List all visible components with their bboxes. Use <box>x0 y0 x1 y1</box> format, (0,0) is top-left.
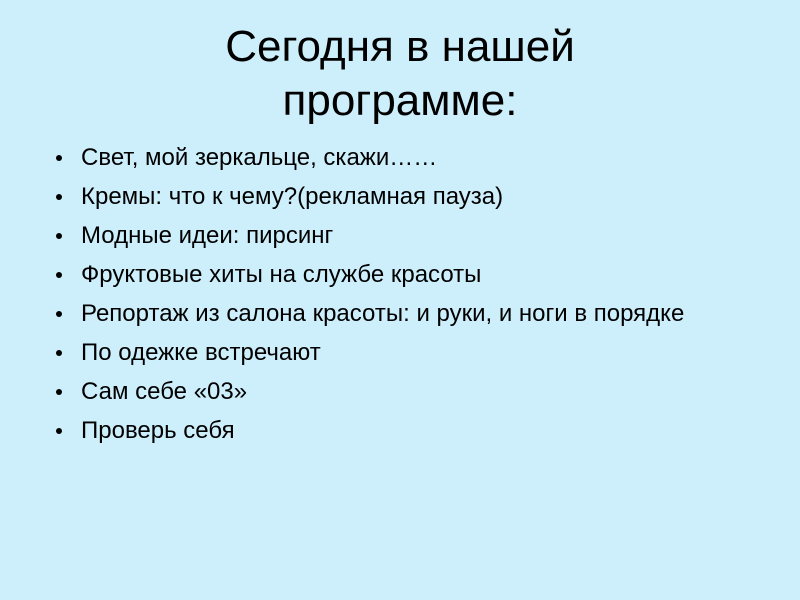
list-item-text: Фруктовые хиты на службе красоты <box>81 261 482 288</box>
list-item-text: Сам себе «03» <box>81 378 248 405</box>
title-line-1: Сегодня в нашей <box>225 22 575 71</box>
list-item <box>56 144 756 172</box>
bullet-list <box>56 144 756 456</box>
list-item <box>56 300 756 328</box>
bullet-icon <box>56 389 62 395</box>
bullet-icon <box>56 311 62 317</box>
list-item-text: Модные идеи: пирсинг <box>81 222 334 249</box>
list-item-text: Свет, мой зеркальце, скажи…… <box>81 144 438 171</box>
list-item-text: Репортаж из салона красоты: и руки, и ноги в порядке <box>81 300 685 327</box>
bullet-icon <box>56 350 62 356</box>
list-item <box>56 183 756 211</box>
list-item <box>56 261 756 289</box>
bullet-icon <box>56 272 62 278</box>
bullet-icon <box>56 428 62 434</box>
bullet-icon <box>56 233 62 239</box>
list-item <box>56 417 756 445</box>
slide-title <box>60 20 740 128</box>
bullet-icon <box>56 155 62 161</box>
list-item-text: Проверь себя <box>81 417 235 444</box>
list-item-text: По одежке встречают <box>81 339 321 366</box>
list-item <box>56 339 756 367</box>
bullet-icon <box>56 194 62 200</box>
title-line-2: программе: <box>282 76 518 125</box>
list-item <box>56 222 756 250</box>
list-item-text: Кремы: что к чему?(рекламная пауза) <box>81 183 504 210</box>
list-item <box>56 378 756 406</box>
